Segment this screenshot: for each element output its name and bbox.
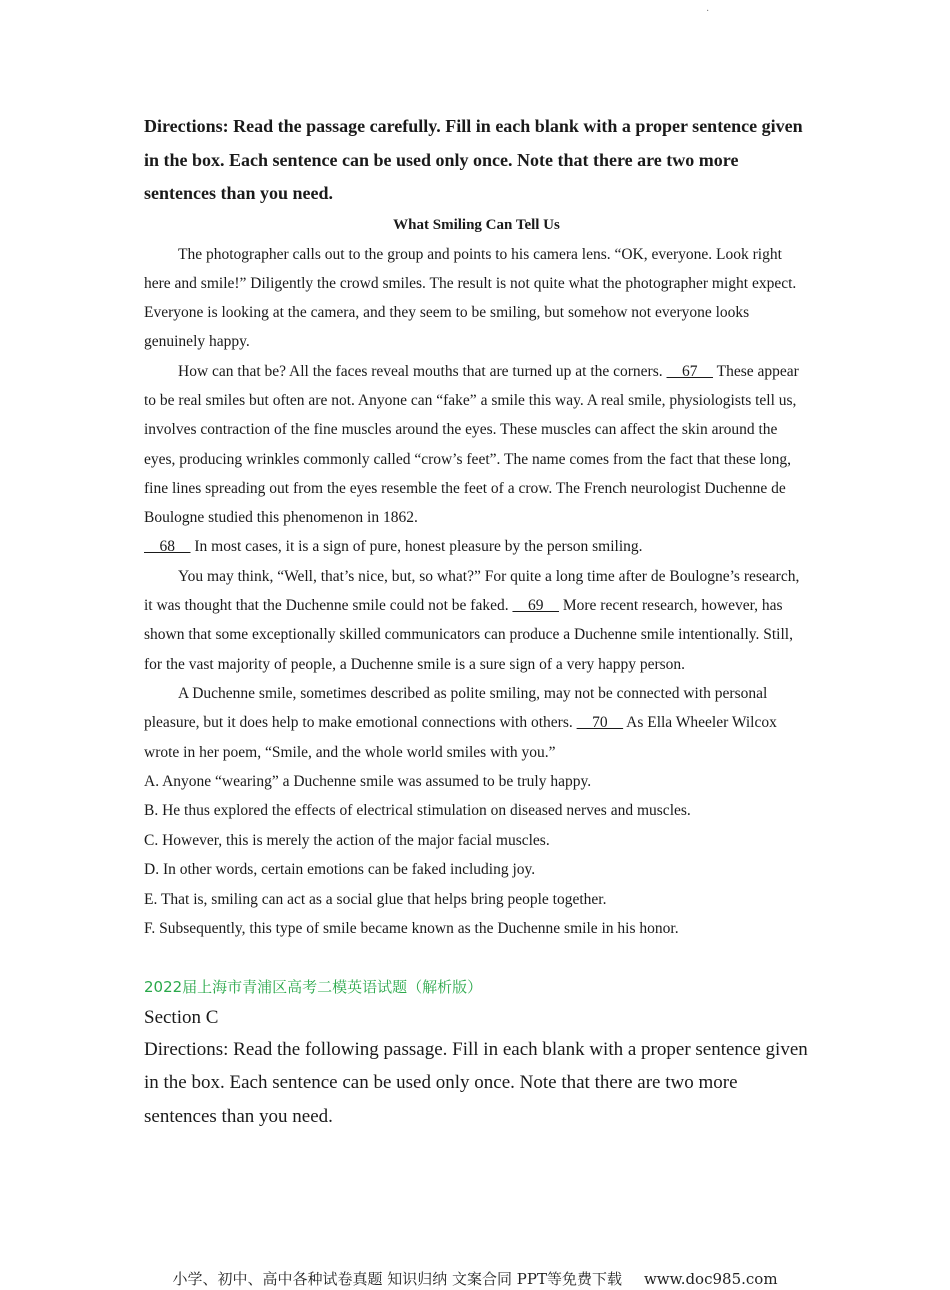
option-d: D. In other words, certain emotions can be faked including joy.	[144, 861, 536, 879]
paragraph-3-text: In most cases, it is a sign of pure, honest pleasure by the person smiling.	[190, 538, 643, 556]
blank-67: 67	[666, 362, 713, 380]
paragraph-5	[144, 679, 809, 767]
source-title: 2022届上海市青浦区高考二模英语试题（解析版）	[144, 977, 483, 996]
footer-url[interactable]: www.doc985.com	[643, 1270, 778, 1288]
paragraph-4	[144, 562, 809, 679]
paragraph-2-text-a: How can that be? All the faces reveal mouths that are turned up at the corners.	[178, 362, 667, 380]
blank-70: 70	[576, 714, 624, 732]
paragraph-4-text-b: More recent research, however, has shown that some exceptionally skilled communicators can produce a Duchenne smile intentionally. Still, for the vast majority of people, a Duchenne smile is a sure sign of a very happy person.	[144, 597, 793, 673]
paragraph-4-text-a: You may think, “Well, that’s nice, but, so what?” For quite a long time after de Boulogne’s research, it was thought that the Duchenne smile could not be faked.	[144, 567, 800, 615]
answer-options	[144, 767, 809, 944]
option-f: F. Subsequently, this type of smile became known as the Duchenne smile in his honor.	[144, 920, 679, 938]
paragraph-5-text-a: A Duchenne smile, sometimes described as polite smiling, may not be connected with personal pleasure, but it does help to make emotional connections with others.	[144, 684, 768, 732]
blank-68: 68	[144, 538, 191, 556]
paragraph-1: The photographer calls out to the group and points to his camera lens. “OK, everyone. Look right here and smile!” Diligently the crowd smiles. The result is not quite what the photographer might expect. Everyone is looking at the camera, and they seem to be smiling, but somehow not everyone looks genuinely happy.	[144, 245, 797, 351]
option-e: E. That is, smiling can act as a social glue that helps bring people together.	[144, 890, 607, 908]
section-label: Section C	[144, 1006, 219, 1028]
paragraph-3	[144, 532, 809, 561]
option-a: A. Anyone “wearing” a Duchenne smile was assumed to be truly happy.	[144, 772, 592, 790]
option-c: C. However, this is merely the action of the major facial muscles.	[144, 831, 550, 849]
page-footer	[0, 1268, 950, 1289]
footer-text: 小学、初中、高中各种试卷真题 知识归纳 文案合同 PPT等免费下载	[172, 1270, 622, 1288]
top-mark: ·	[706, 6, 710, 17]
passage-title: What Smiling Can Tell Us	[393, 216, 560, 233]
directions-heading: Directions: Read the passage carefully. Fill in each blank with a proper sentence given in the box. Each sentence can be used only once. Note that there are two more sentences than you need.	[144, 116, 803, 203]
paragraph-5-text-b: As Ella Wheeler Wilcox wrote in her poem, “Smile, and the whole world smiles with you.”	[144, 714, 777, 761]
paragraph-2	[144, 357, 809, 533]
main-content	[144, 110, 809, 1133]
section-c-directions: Directions: Read the following passage. Fill in each blank with a proper sentence given in the box. Each sentence can be used only once. Note that there are two more sentences than you need.	[144, 1038, 808, 1127]
blank-69: 69	[512, 597, 559, 615]
paragraph-2-text-b: These appear to be real smiles but often are not. Anyone can “fake” a smile this way. A real smile, physiologists tell us, involves contraction of the fine muscles around the eyes. These muscles can affect the skin around the eyes, producing wrinkles commonly called “crow’s feet”. The name comes from the fact that these long, fine lines spreading out from the eyes resemble the feet of a crow. The French neurologist Duchenne de Boulogne studied this phenomenon in 1862.	[144, 362, 799, 527]
option-b: B. He thus explored the effects of electrical stimulation on diseased nerves and muscles.	[144, 802, 691, 820]
